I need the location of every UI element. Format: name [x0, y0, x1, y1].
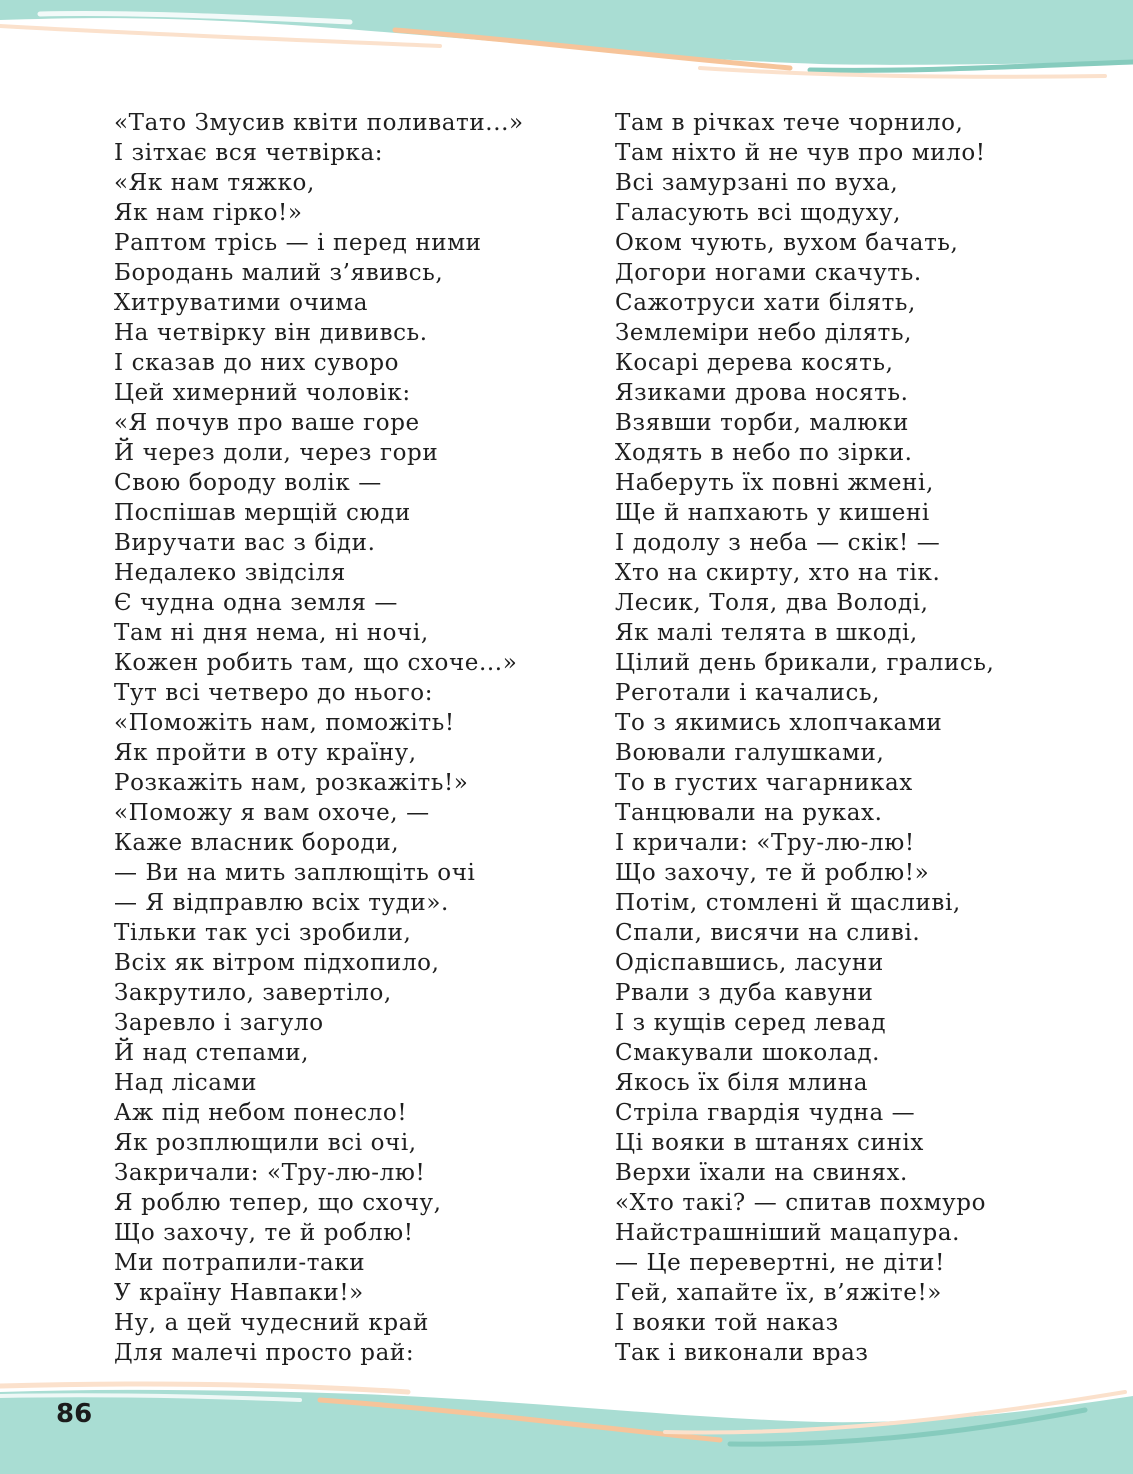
- poem-line: Танцювали на руках.: [615, 800, 883, 826]
- poem-line: Аж під небом понесло!: [114, 1100, 408, 1126]
- top-wave-decoration: [0, 0, 1133, 90]
- poem-line: Є чудна одна земля —: [114, 590, 399, 616]
- poem-line: То з якимись хлопчаками: [615, 710, 943, 736]
- poem-line: Хитруватими очима: [114, 290, 369, 316]
- poem-line: Тільки так усі зробили,: [114, 920, 412, 946]
- poem-line: «Я почув про ваше горе: [114, 410, 420, 436]
- poem-line: Сажотруси хати білять,: [615, 290, 916, 316]
- poem-line: Найстрашніший мацапура.: [615, 1220, 961, 1246]
- poem-line: І сказав до них суворо: [114, 350, 400, 376]
- poem-line: Ці вояки в штанях синіх: [615, 1130, 924, 1156]
- poem-line: Галасують всі щодуху,: [615, 200, 902, 226]
- poem-line: Каже власник бороди,: [114, 830, 400, 856]
- poem-line: Над лісами: [114, 1070, 258, 1096]
- poem-line: Косарі дерева косять,: [615, 350, 894, 376]
- poem-line: Й над степами,: [114, 1040, 310, 1066]
- poem-line: Спали, висячи на сливі.: [615, 920, 921, 946]
- poem-line: Всіх як вітром підхопило,: [114, 950, 440, 976]
- poem-line: Стріла гвардія чудна —: [615, 1100, 916, 1126]
- poem-line: Одіспавшись, ласуни: [615, 950, 884, 976]
- poem-line: Воювали галушками,: [615, 740, 885, 766]
- poem-line: І зітхає вся четвірка:: [114, 140, 384, 166]
- poem-line: — Ви на мить заплющіть очі: [114, 860, 476, 886]
- top-teal-wave: [0, 0, 1133, 65]
- poem-left-column: [114, 108, 524, 1368]
- poem-line: Всі замурзані по вуха,: [615, 170, 899, 196]
- poem-line: Бородань малий з’явивсь,: [114, 260, 444, 286]
- poem-line: Оком чують, вухом бачать,: [615, 230, 959, 256]
- poem-line: То в густих чагарниках: [615, 770, 913, 796]
- poem-line: Гей, хапайте їх, в’яжіте!»: [615, 1280, 942, 1306]
- poem-right-column: [615, 108, 994, 1368]
- poem-line: Як малі телята в шкоді,: [615, 620, 918, 646]
- poem-line: Ще й напхають у кишені: [615, 500, 930, 526]
- poem-line: Хто на скирту, хто на тік.: [615, 560, 941, 586]
- poem-line: Поспішав мерщій сюди: [114, 500, 411, 526]
- poem-line: Що захочу, те й роблю!»: [615, 860, 930, 886]
- poem-line: Заревло і загуло: [114, 1010, 324, 1036]
- poem-line: «Хто такі? — спитав похмуро: [615, 1190, 987, 1216]
- poem-line: Як нам гірко!»: [114, 200, 303, 226]
- poem-line: Закрутило, завертіло,: [114, 980, 392, 1006]
- poem-line: Свою бороду волік —: [114, 470, 382, 496]
- poem-line: Верхи їхали на свинях.: [615, 1160, 908, 1186]
- poem-line: Ходять в небо по зірки.: [615, 440, 913, 466]
- poem-line: Розкажіть нам, розкажіть!»: [114, 770, 469, 796]
- poem-line: Як пройти в оту країну,: [114, 740, 417, 766]
- poem-line: Й через доли, через гори: [114, 440, 439, 466]
- poem-line: Ми потрапили-таки: [114, 1250, 366, 1276]
- poem-line: Потім, стомлені й щасливі,: [615, 890, 961, 916]
- poem-line: Тут всі четверо до нього:: [114, 680, 434, 706]
- poem-line: Лесик, Толя, два Володі,: [615, 590, 929, 616]
- poem-line: Там в річках тече чорнило,: [615, 110, 964, 136]
- poem-line: Кожен робить там, що схоче...»: [114, 650, 518, 676]
- poem-line: Виручати вас з біди.: [114, 530, 376, 556]
- poem-line: «Поможіть нам, поможіть!: [114, 710, 455, 736]
- poem-line: Для малечі просто рай:: [114, 1340, 415, 1366]
- poem-line: Що захочу, те й роблю!: [114, 1220, 414, 1246]
- poem-line: Якось їх біля млина: [615, 1070, 869, 1096]
- poem-line: Догори ногами скачуть.: [615, 260, 922, 286]
- poem-line: Там ні дня нема, ні ночі,: [114, 620, 429, 646]
- poem-line: «Тато Змусив квіти поливати...»: [114, 110, 524, 136]
- poem-line: Закричали: «Тру-лю-лю!: [114, 1160, 426, 1186]
- poem-line: Там ніхто й не чув про мило!: [615, 140, 986, 166]
- poem-line: Реготали і качались,: [615, 680, 880, 706]
- poem-line: — Я відправлю всіх туди».: [114, 890, 449, 916]
- poem-line: Я роблю тепер, що схочу,: [114, 1190, 442, 1216]
- page-number: 86: [56, 1399, 93, 1429]
- poem-line: «Як нам тяжко,: [114, 170, 315, 196]
- poem-line: — Це перевертні, не діти!: [615, 1250, 945, 1276]
- poem-line: Язиками дрова носять.: [615, 380, 909, 406]
- poem-line: На четвірку він дививсь.: [114, 320, 428, 346]
- poem-line: Цей химерний чоловік:: [114, 380, 411, 406]
- poem-line: Рвали з дуба кавуни: [615, 980, 874, 1006]
- poem-line: Взявши торби, малюки: [615, 410, 909, 436]
- poem-line: Землеміри небо ділять,: [615, 320, 913, 346]
- poem-line: І кричали: «Тру-лю-лю!: [615, 830, 915, 856]
- poem-line: І з кущів серед левад: [615, 1010, 887, 1036]
- poem-line: Недалеко звідсіля: [114, 560, 346, 586]
- poem-line: І вояки той наказ: [615, 1310, 839, 1336]
- poem-line: Смакували шоколад.: [615, 1040, 881, 1066]
- bottom-wave-decoration: [0, 1370, 1133, 1474]
- poem-line: Наберуть їх повні жмені,: [615, 470, 934, 496]
- poem-line: Так і виконали враз: [615, 1340, 869, 1366]
- poem-line: У країну Навпаки!»: [114, 1280, 364, 1306]
- poem-line: Як розплющили всі очі,: [114, 1130, 417, 1156]
- poem-line: Цілий день брикали, грались,: [615, 650, 995, 676]
- poem-line: Раптом трісь — і перед ними: [114, 230, 482, 256]
- poem-line: «Поможу я вам охоче, —: [114, 800, 430, 826]
- poem-line: І додолу з неба — скік! —: [615, 530, 941, 556]
- poem-line: Ну, а цей чудесний край: [114, 1310, 429, 1336]
